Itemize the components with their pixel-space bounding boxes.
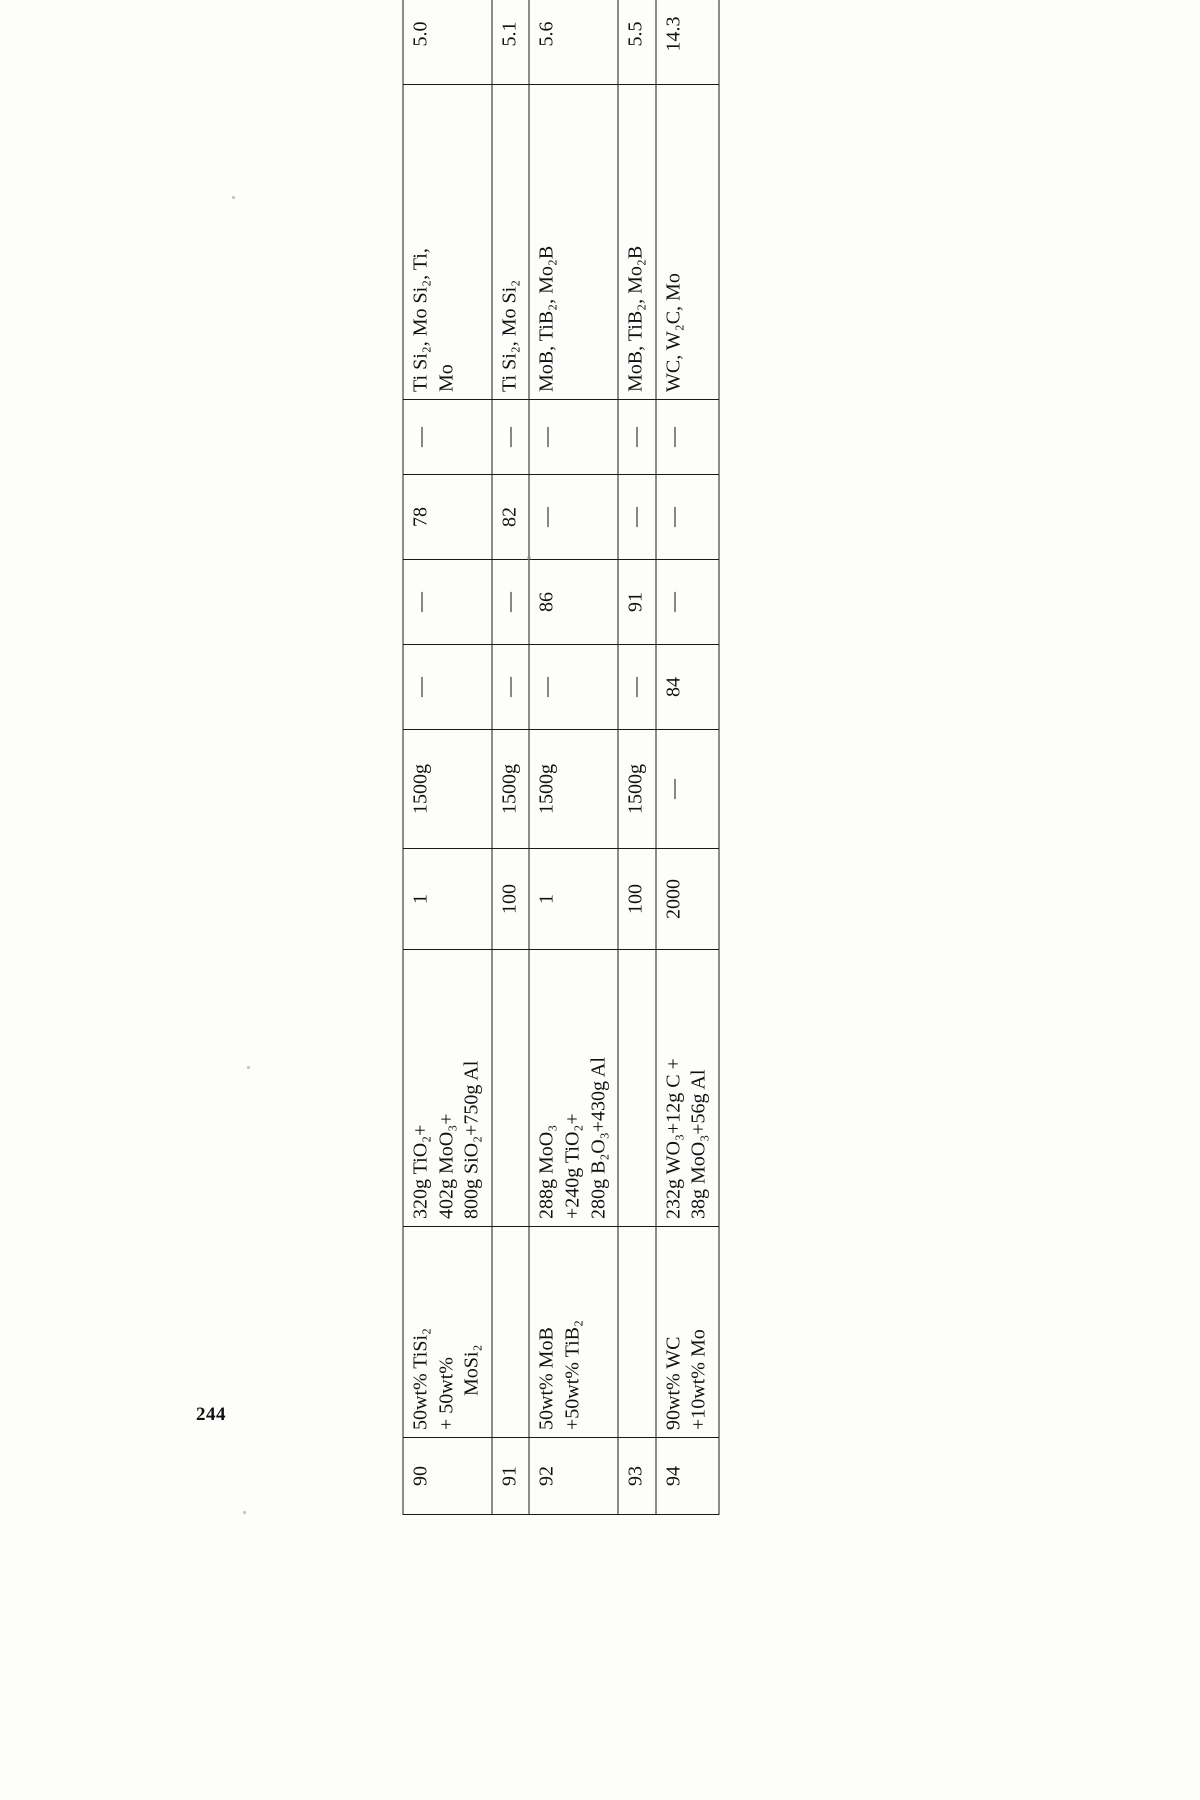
cell-yield-1: — <box>529 645 618 730</box>
composition-line: +10wt% Mo <box>687 1329 710 1430</box>
cell-yield-2: — <box>403 560 492 645</box>
cell-value: 5.0 <box>403 0 492 85</box>
phases-line: Ti Si₂, Mo Si₂, Ti, <box>409 248 432 392</box>
table-row <box>529 0 618 1515</box>
composition-line: MoSi₂ <box>460 1344 483 1396</box>
cell-composition <box>529 1227 618 1438</box>
cell-mass: 1500g <box>492 730 530 849</box>
charge-line: 800g SiO₂+750g Al <box>460 1060 483 1219</box>
composition-line: +50wt% TiB₂ <box>561 1320 584 1430</box>
cell-charge <box>656 950 719 1227</box>
cell-yield-2: 86 <box>529 560 618 645</box>
cell-value: 5.5 <box>618 0 656 85</box>
cell-no: 93 <box>618 1438 656 1515</box>
cell-yield-3: — <box>656 475 719 560</box>
table-row <box>403 0 492 1515</box>
composition-line: + 50wt% <box>435 1357 458 1430</box>
cell-no: 91 <box>492 1438 530 1515</box>
cell-charge <box>403 950 492 1227</box>
charge-line: 288g MoO₃ <box>535 1124 558 1219</box>
cell-phases <box>403 85 492 400</box>
composition-line: 50wt% TiSi₂ <box>409 1327 432 1430</box>
cell-yield-3: — <box>618 475 656 560</box>
charge-line: 280g B₂O₃+430g Al <box>587 1057 610 1219</box>
cell-yield-4: — <box>403 400 492 475</box>
cell-phases: MoB, TiB₂, Mo₂B <box>618 85 656 400</box>
cell-yield-1: 84 <box>656 645 719 730</box>
cell-no: 90 <box>403 1438 492 1515</box>
table-body <box>403 0 719 1515</box>
cell-value: 14.3 <box>656 0 719 85</box>
cell-charge <box>529 950 618 1227</box>
page-number: 244 <box>196 1404 226 1425</box>
cell-charge <box>492 950 530 1227</box>
cell-mass: 1500g <box>529 730 618 849</box>
cell-yield-2: — <box>656 560 719 645</box>
cell-yield-4: — <box>618 400 656 475</box>
cell-pressure: 2000 <box>656 849 719 950</box>
charge-line: 402g MoO₃+ <box>435 1113 458 1219</box>
cell-pressure: 100 <box>618 849 656 950</box>
scan-speck <box>247 1066 250 1069</box>
cell-yield-2: 91 <box>618 560 656 645</box>
phases-line: Mo <box>435 364 458 392</box>
charge-line: +240g TiO₂+ <box>561 1113 584 1219</box>
cell-yield-3: 82 <box>492 475 530 560</box>
cell-value: 5.1 <box>492 0 530 85</box>
cell-yield-3: 78 <box>403 475 492 560</box>
table-row <box>492 0 530 1515</box>
cell-value: 5.6 <box>529 0 618 85</box>
table-row <box>656 0 719 1515</box>
charge-line: 38g MoO₃+56g Al <box>687 1069 710 1219</box>
cell-yield-3: — <box>529 475 618 560</box>
cell-pressure: 100 <box>492 849 530 950</box>
cell-charge <box>618 950 656 1227</box>
table-row <box>618 0 656 1515</box>
cell-phases: Ti Si₂, Mo Si₂ <box>492 85 530 400</box>
cell-yield-4: — <box>529 400 618 475</box>
charge-line: 232g WO₃+12g C + <box>662 1058 685 1219</box>
composition-line: 90wt% WC <box>662 1336 685 1430</box>
scan-speck <box>527 556 531 560</box>
charge-line: 320g TiO₂+ <box>409 1124 432 1219</box>
cell-composition <box>403 1227 492 1438</box>
cell-yield-1: — <box>618 645 656 730</box>
rotated-table-block <box>403 16 798 1515</box>
cell-pressure: 1 <box>403 849 492 950</box>
cell-mass: 1500g <box>618 730 656 849</box>
cell-composition <box>656 1227 719 1438</box>
composition-line: 50wt% MoB <box>535 1327 558 1430</box>
cell-mass: — <box>656 730 719 849</box>
cell-pressure: 1 <box>529 849 618 950</box>
cell-composition <box>618 1227 656 1438</box>
cell-phases: WC, W₂C, Mo <box>656 85 719 400</box>
cell-no: 92 <box>529 1438 618 1515</box>
cell-yield-1: — <box>492 645 530 730</box>
cell-composition <box>492 1227 530 1438</box>
cell-yield-4: — <box>656 400 719 475</box>
cell-yield-1: — <box>403 645 492 730</box>
cell-mass: 1500g <box>403 730 492 849</box>
cell-no: 94 <box>656 1438 719 1515</box>
cell-phases: MoB, TiB₂, Mo₂B <box>529 85 618 400</box>
scan-speck <box>232 196 235 199</box>
cell-yield-4: — <box>492 400 530 475</box>
scan-speck <box>243 1511 246 1514</box>
experiment-data-table <box>403 0 720 1515</box>
cell-yield-2: — <box>492 560 530 645</box>
